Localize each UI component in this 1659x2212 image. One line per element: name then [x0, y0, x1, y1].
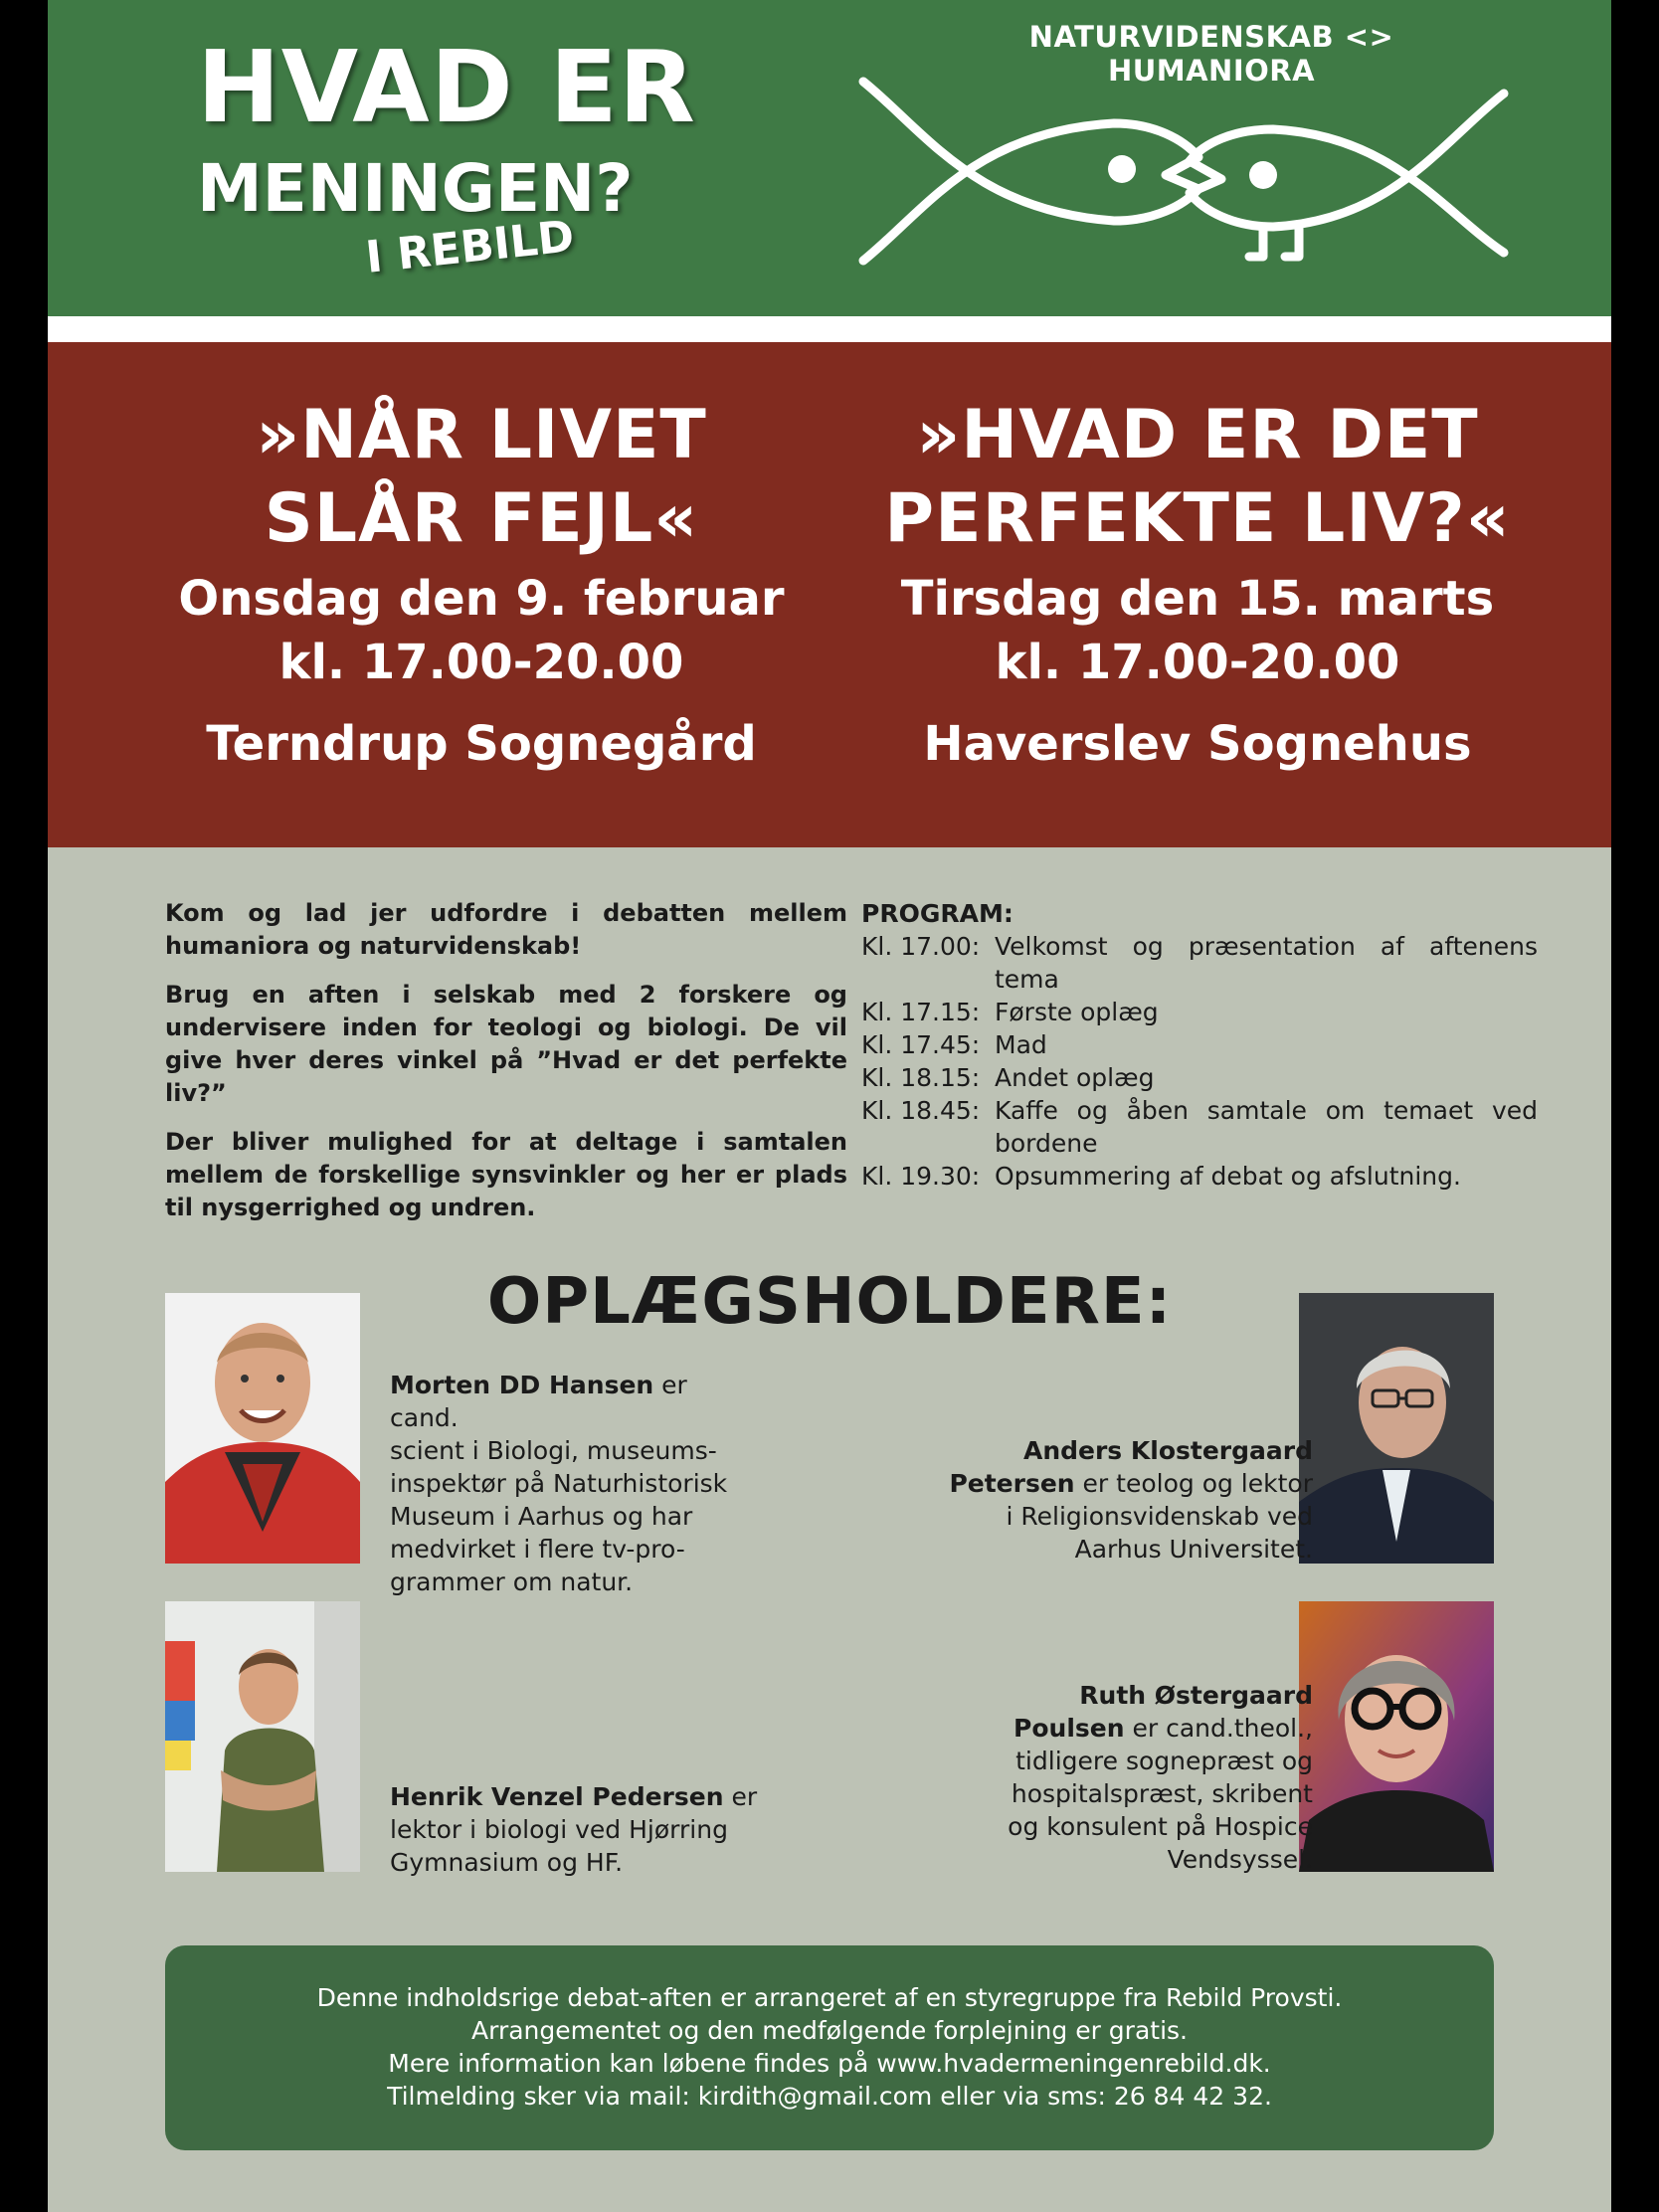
speaker-4-photo — [1299, 1601, 1494, 1872]
speaker-4-bio-line: tidligere sognepræst og — [1015, 1747, 1313, 1775]
speaker-4-name-line-1: Ruth Østergaard — [1079, 1681, 1313, 1710]
tagline-left: NATURVIDENSKAB — [1028, 20, 1335, 54]
program-item-text: Kaffe og åben samtale om temaet ved bordene — [995, 1096, 1538, 1158]
event-1 — [103, 394, 859, 776]
tagline-right: HUMANIORA — [1107, 54, 1316, 88]
footer-line-website: Mere information kan løbene findes på www.hvadermeningenrebild.dk. — [388, 2049, 1271, 2078]
event-1-title-line-1: »NÅR LIVET — [256, 396, 707, 474]
speaker-4-bio-line: Vendsyssel. — [1167, 1845, 1313, 1874]
event-1-title-line-2: SLÅR FEJL« — [264, 479, 699, 558]
speaker-3-bio-line: Gymnasium og HF. — [390, 1848, 624, 1877]
program-item — [861, 996, 1538, 1028]
speaker-1-bio-line: medvirket i flere tv-pro- — [390, 1535, 685, 1564]
event-2 — [820, 394, 1575, 776]
poster-page — [48, 0, 1611, 2212]
speaker-2-bio — [893, 1434, 1313, 1566]
speakers-heading: OPLÆGSHOLDERE: — [486, 1265, 1173, 1339]
program-item-text: Velkomst og præsentation af aftenens tema — [995, 932, 1538, 994]
program-item-time: Kl. 17.00: — [861, 932, 981, 961]
speaker-1-bio-line: scient i Biologi, museums- — [390, 1436, 717, 1465]
title-line-2: MENINGEN? — [197, 150, 634, 227]
program-item-time: Kl. 17.15: — [861, 998, 981, 1026]
speaker-2-name-line-1: Anders Klostergaard — [1022, 1436, 1313, 1465]
speaker-3-name: Henrik Venzel Pedersen — [390, 1782, 724, 1811]
program-item — [861, 1094, 1538, 1160]
event-2-venue: Haverslev Sognehus — [923, 716, 1472, 772]
events-banner — [48, 342, 1611, 847]
program-list — [861, 897, 1538, 1193]
speaker-1-name: Morten DD Hansen — [390, 1371, 654, 1399]
program-item-time: Kl. 17.45: — [861, 1030, 981, 1059]
program-item-text: Første oplæg — [995, 998, 1159, 1026]
speaker-1-bio-line: Museum i Aarhus og har — [390, 1502, 693, 1531]
speaker-4-bio-line: hospitalspræst, skribent — [1011, 1779, 1313, 1808]
event-2-date: Tirsdag den 15. marts — [900, 571, 1495, 627]
event-1-venue: Terndrup Sognegård — [206, 716, 757, 772]
title-line-1: HVAD ER — [197, 29, 696, 145]
footer-info-box — [165, 1945, 1494, 2150]
program-item — [861, 1028, 1538, 1061]
title-line-3: I REBILD — [363, 211, 577, 283]
program-item-text: Opsummering af debat og afslutning. — [995, 1162, 1461, 1191]
speaker-3-photo — [165, 1601, 360, 1872]
intro-paragraph-3: Der bliver mulighed for at deltage i samtalen mellem de forskellige synsvinkler og her er plads til nysgerrighed og undren. — [165, 1128, 847, 1221]
footer-line: Arrangementet og den medfølgende forplejning er gratis. — [471, 2016, 1188, 2045]
event-2-title-line-1: »HVAD ER DET — [916, 396, 1479, 474]
speaker-3-bio — [390, 1780, 788, 1879]
speaker-2-photo — [1299, 1293, 1494, 1564]
program-item — [861, 1160, 1538, 1193]
intro-paragraph-2: Brug en aften i selskab med 2 forskere og undervisere inden for teologi og biologi. De vil give hver deres vinkel på ”Hvad er det perfekte liv?” — [165, 981, 847, 1107]
speaker-1-bio — [390, 1369, 748, 1598]
event-2-time: kl. 17.00-20.00 — [995, 635, 1400, 690]
program-item — [861, 1061, 1538, 1094]
program-item-time: Kl. 18.45: — [861, 1096, 981, 1125]
event-1-time: kl. 17.00-20.00 — [278, 635, 684, 690]
program-item-text: Andet oplæg — [995, 1063, 1155, 1092]
speaker-4-name-line-2: Poulsen — [1014, 1714, 1125, 1743]
header-divider — [48, 316, 1611, 342]
speaker-2-name-line-2: Petersen — [949, 1469, 1075, 1498]
footer-line: Denne indholdsrige debat-aften er arrangeret af en styregruppe fra Rebild Provsti. — [316, 1983, 1343, 2012]
header-banner — [48, 0, 1611, 316]
speaker-2-bio-line: er teolog og lektor — [1074, 1469, 1313, 1498]
program-item — [861, 930, 1538, 996]
program-heading: PROGRAM: — [861, 899, 1014, 928]
event-1-date: Onsdag den 9. februar — [178, 571, 785, 627]
speaker-4-bio — [893, 1679, 1313, 1876]
footer-line-signup: Tilmelding sker via mail: kirdith@gmail.com eller via sms: 26 84 42 32. — [387, 2082, 1272, 2111]
speaker-3-bio-line: er — [723, 1782, 758, 1811]
event-2-title-line-2: PERFEKTE LIV?« — [884, 479, 1511, 558]
tagline-symbol: <> — [1344, 20, 1394, 54]
speaker-4-bio-line: og konsulent på Hospice — [1008, 1812, 1313, 1841]
program-item-text: Mad — [995, 1030, 1047, 1059]
program-item-time: Kl. 18.15: — [861, 1063, 981, 1092]
speaker-1-photo — [165, 1293, 360, 1564]
fish-logo-icon — [855, 72, 1512, 271]
speaker-2-bio-line: Aarhus Universitet. — [1074, 1535, 1313, 1564]
speaker-3-bio-line: lektor i biologi ved Hjørring — [390, 1815, 728, 1844]
speaker-4-bio-line: er cand.theol., — [1124, 1714, 1313, 1743]
intro-text — [165, 897, 847, 1240]
intro-paragraph-1: Kom og lad jer udfordre i debatten mellem humaniora og naturvidenskab! — [165, 899, 847, 960]
speaker-2-bio-line: i Religionsvidenskab ved — [1006, 1502, 1313, 1531]
program-item-time: Kl. 19.30: — [861, 1162, 981, 1191]
speaker-1-bio-line: grammer om natur. — [390, 1567, 634, 1596]
speaker-1-bio-line: er cand. — [390, 1371, 687, 1432]
speaker-1-bio-line: inspektør på Naturhistorisk — [390, 1469, 728, 1498]
